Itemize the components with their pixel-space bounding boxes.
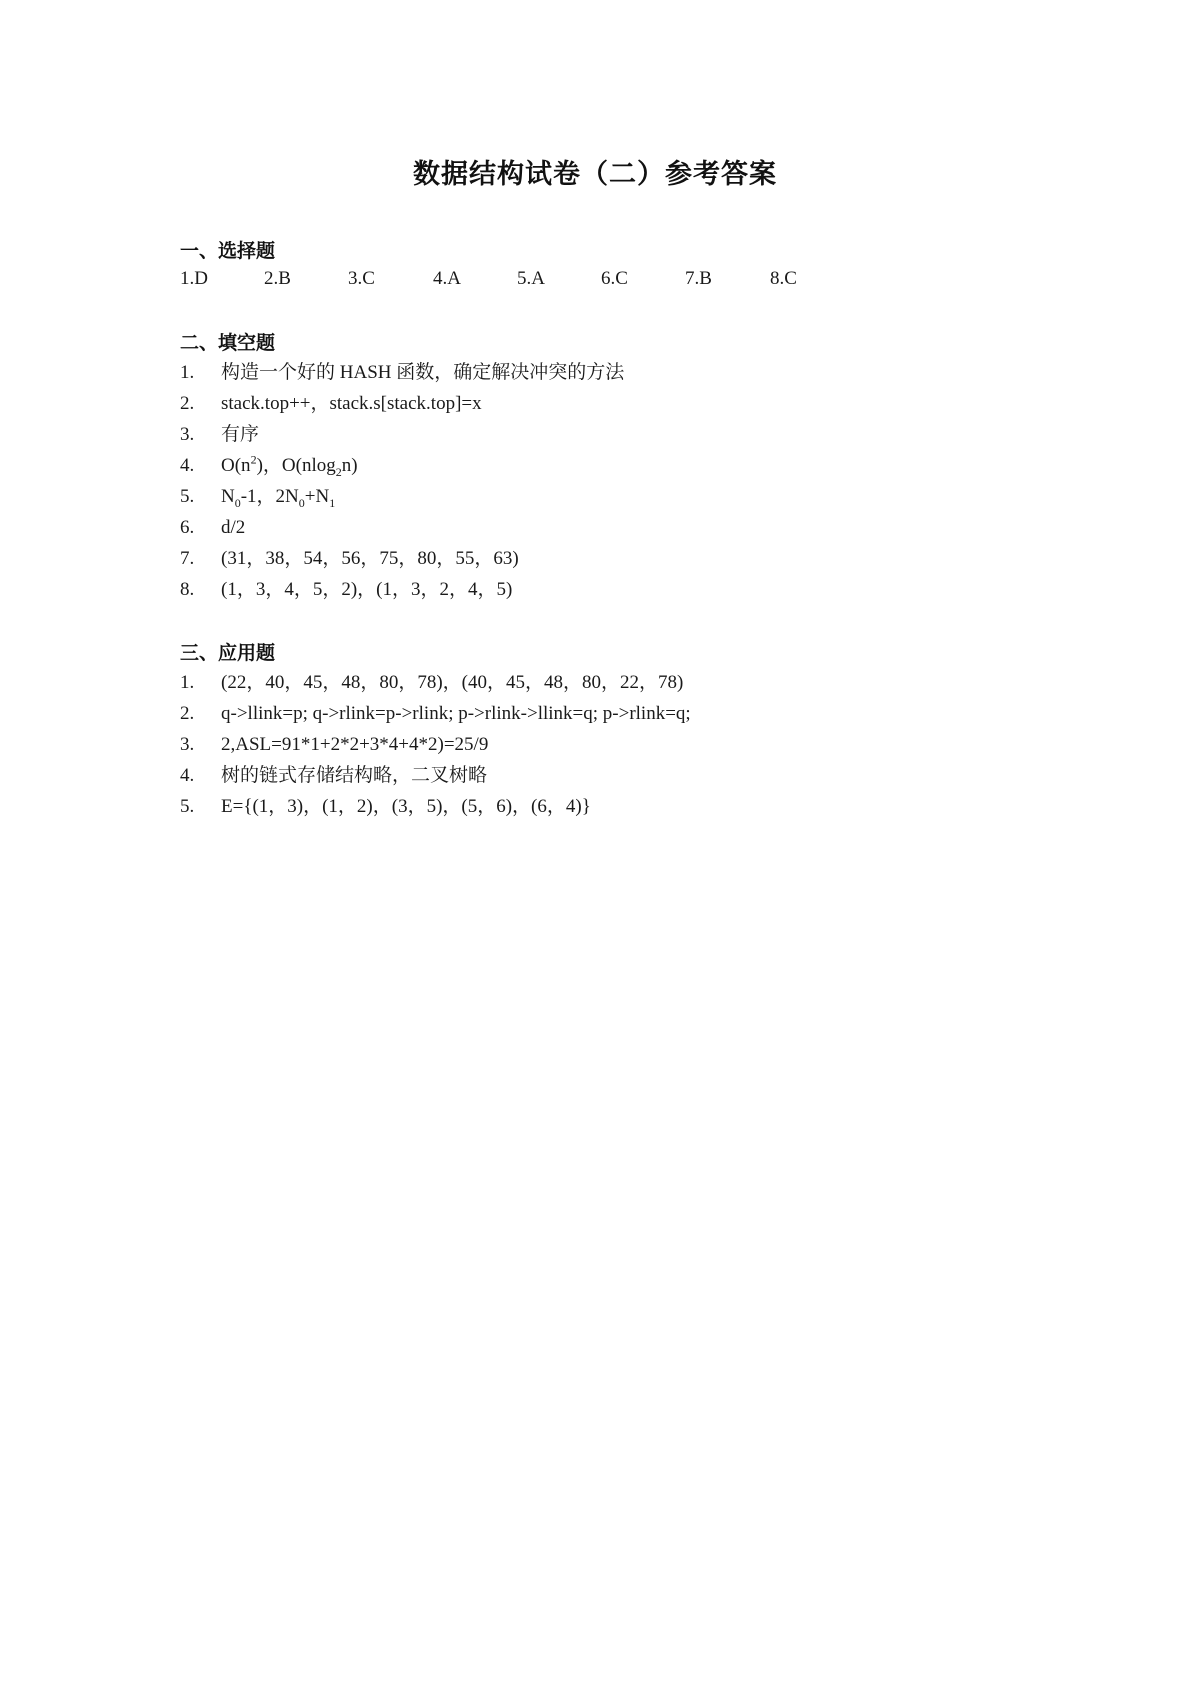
application-item xyxy=(180,793,591,821)
item-text xyxy=(221,486,336,510)
text-part: +N xyxy=(304,486,330,507)
choice-answers-row xyxy=(180,268,880,296)
text-part: n) xyxy=(341,455,358,476)
item-text: (22，40，45，48，80，78)，(40，45，48，80，22，78) xyxy=(221,672,684,693)
item-text: 树的链式存储结构略，二叉树略 xyxy=(221,765,488,786)
subscript: 2 xyxy=(335,464,342,479)
item-number: 2. xyxy=(180,393,195,414)
fill-blank-item xyxy=(180,514,245,542)
section-heading-choice: 一、选择题 xyxy=(180,240,276,262)
item-number: 3. xyxy=(180,734,195,755)
item-number: 5. xyxy=(180,796,195,817)
fill-blank-item xyxy=(180,483,335,511)
item-text: E={(1，3)，(1，2)，(3，5)，(5，6)，(6，4)} xyxy=(221,796,591,817)
fill-blank-item xyxy=(180,390,482,418)
item-text: (1，3，4，5，2)，(1，3，2，4，5) xyxy=(221,579,513,600)
item-text: 2,ASL=91*1+2*2+3*4+4*2)=25/9 xyxy=(221,734,489,755)
text-part: N xyxy=(221,486,235,507)
choice-answer: 7.B xyxy=(685,268,712,289)
item-number: 7. xyxy=(180,548,195,569)
section-heading-application: 三、应用题 xyxy=(180,642,276,664)
item-number: 1. xyxy=(180,362,195,383)
text-part: O(n xyxy=(221,455,251,476)
item-number: 4. xyxy=(180,765,195,786)
item-text: d/2 xyxy=(221,517,246,538)
choice-answer: 6.C xyxy=(601,268,628,289)
choice-answer: 8.C xyxy=(770,268,797,289)
application-item xyxy=(180,731,488,759)
item-number: 2. xyxy=(180,703,195,724)
item-number: 6. xyxy=(180,517,195,538)
item-text: (31，38，54，56，75，80，55，63) xyxy=(221,548,519,569)
choice-answer: 3.C xyxy=(348,268,375,289)
choice-answer: 1.D xyxy=(180,268,208,289)
application-item xyxy=(180,669,683,697)
fill-blank-item xyxy=(180,359,624,387)
choice-answer: 2.B xyxy=(264,268,291,289)
page-title: 数据结构试卷（二）参考答案 xyxy=(413,159,777,190)
fill-blank-item xyxy=(180,576,512,604)
subscript: 0 xyxy=(298,495,305,510)
fill-blank-item xyxy=(180,421,259,449)
text-part: -1，2N xyxy=(240,486,299,507)
choice-answer: 5.A xyxy=(517,268,545,289)
item-number: 3. xyxy=(180,424,195,445)
item-text: 构造一个好的 HASH 函数，确定解决冲突的方法 xyxy=(221,362,625,383)
subscript: 0 xyxy=(234,495,241,510)
item-text: stack.top++，stack.s[stack.top]=x xyxy=(221,393,482,414)
superscript: 2 xyxy=(250,452,257,467)
item-number: 1. xyxy=(180,672,195,693)
subscript: 1 xyxy=(329,495,336,510)
item-text: q->llink=p; q->rlink=p->rlink; p->rlink->llink=q; p->rlink=q; xyxy=(221,703,691,724)
item-number: 8. xyxy=(180,579,195,600)
item-number: 4. xyxy=(180,455,195,476)
application-item xyxy=(180,700,691,728)
fill-blank-item xyxy=(180,452,358,480)
section-heading-fill-blank: 二、填空题 xyxy=(180,332,276,354)
item-text xyxy=(221,452,358,479)
item-text: 有序 xyxy=(221,424,260,445)
text-part: )，O(nlog xyxy=(256,455,336,476)
application-item xyxy=(180,762,487,790)
fill-blank-item xyxy=(180,545,519,573)
item-number: 5. xyxy=(180,486,195,507)
choice-answer: 4.A xyxy=(433,268,461,289)
